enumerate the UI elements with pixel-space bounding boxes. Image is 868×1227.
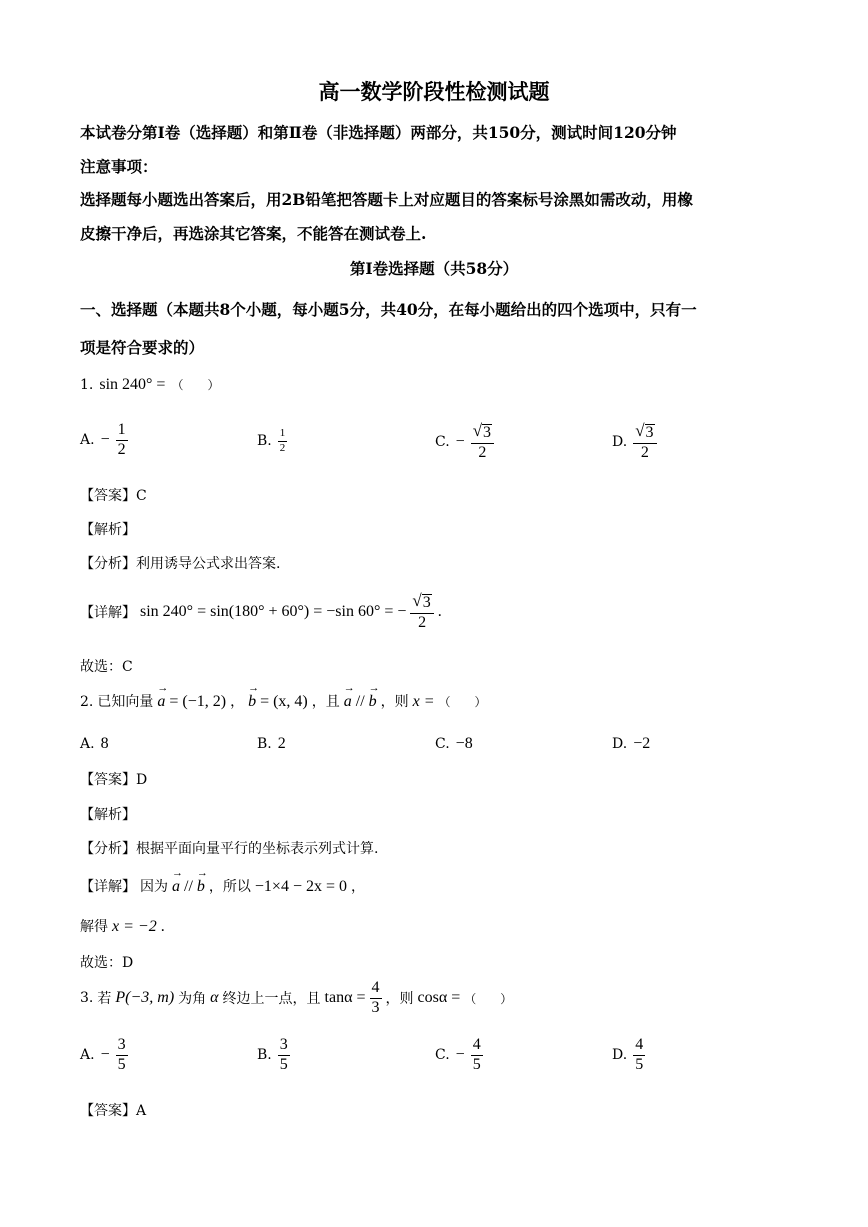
answer-paren: （ ） (171, 378, 220, 392)
part1-heading: 第Ⅰ卷选择题（共58分） (349, 259, 519, 278)
notice-line-1: 选择题每小题选出答案后，用2B铅笔把答题卡上对应题目的答案标号涂黑如需改动，用橡 (80, 190, 693, 209)
q2-option-d: D. −2 (612, 735, 651, 752)
q1-option-b (257, 428, 287, 454)
page-title: 高一数学阶段性检测试题 (318, 79, 550, 104)
option-letter: A. (80, 432, 95, 449)
q1-fenxi: 【分析】利用诱导公式求出答案. (80, 556, 281, 572)
exam-intro: 本试卷分第Ⅰ卷（选择题）和第Ⅱ卷（非选择题）两部分，共150分，测试时间120分钟 (80, 123, 677, 142)
question-number: 3. (80, 990, 94, 1007)
q1-answer: 【答案】C (80, 488, 147, 504)
question-3-stem: 3. 若 P(−3, m) 为角 α 终边上一点，且 tanα = $\frac{4}{3}$ ，则 cosα = （ ） (80, 979, 513, 1016)
option-letter: C. (435, 433, 450, 450)
q3-option-c: C. − $\frac{4}{5}$ (435, 1036, 481, 1073)
fraction: $\frac{4}{5}$ (635, 1036, 644, 1073)
fraction: $\frac{3}{5}$ (117, 1036, 126, 1073)
fraction: $\frac{1}{2}$ (279, 427, 286, 454)
fraction: $\frac{1}{2}$ (117, 421, 126, 458)
question-2-stem: 2. 已知向量 → a = (−1, 2) ， → b = (x, 4) ，且 → a // → b ，则 x = （ ） (80, 691, 487, 711)
question-1-stem (80, 376, 219, 394)
q1-option-d (612, 422, 657, 462)
q1-option-c: C. − √ 3 2 (435, 422, 494, 462)
fraction: √ 3 2 (471, 422, 494, 462)
q3-option-b: B. $\frac{3}{5}$ (257, 1036, 288, 1073)
q2-fenxi: 【分析】根据平面向量平行的坐标表示列式计算. (80, 841, 379, 857)
q1-analysis-label: 【解析】 (80, 522, 136, 538)
detail-expression: sin 240° = sin(180° + 60°) = −sin 60° = − (140, 602, 407, 620)
section1-heading-line-1: 一、选择题（本题共8个小题，每小题5分，共40分，在每小题给出的四个选项中，只有一 (80, 300, 697, 319)
q1-choose: 故选：C (80, 659, 133, 675)
q1-option-a: A. − $\frac{1}{2}$ (80, 421, 126, 458)
question-number: 1. (80, 377, 94, 393)
fraction: $\frac{4}{3}$ (371, 979, 380, 1016)
fraction: $\frac{3}{5}$ (279, 1036, 288, 1073)
q2-choose: 故选：D (80, 955, 134, 971)
section1-heading-line-2: 项是符合要求的） (80, 338, 205, 357)
q3-answer: 【答案】A (80, 1103, 147, 1119)
option-letter: D. (612, 433, 628, 450)
q3-option-a: A. − $\frac{3}{5}$ (80, 1036, 126, 1073)
q2-detail: 【详解】 因为 → a // → b ，所以 −1×4 − 2x = 0 ， (80, 876, 365, 896)
q2-solve: 解得 x = −2 . (80, 918, 165, 935)
q1-detail: 【详解】 sin 240° = sin(180° + 60°) = −sin 60° = − √ 3 2 . (80, 591, 442, 631)
q2-answer: 【答案】D (80, 772, 148, 788)
notice-heading: 注意事项： (80, 157, 158, 176)
notice-line-2: 皮擦干净后，再选涂其它答案，不能答在测试卷上. (80, 224, 427, 243)
fraction: $\frac{4}{5}$ (472, 1036, 481, 1073)
question-expression: sin 240° = (99, 376, 166, 393)
q2-analysis-label: 【解析】 (80, 807, 136, 823)
fraction: √ 3 2 (633, 422, 656, 462)
fraction: √ 3 2 (410, 592, 433, 632)
q2-option-c: C. −8 (435, 735, 473, 752)
q3-option-d: D. $\frac{4}{5}$ (612, 1036, 644, 1073)
option-letter: B. (257, 433, 272, 450)
question-number: 2. (80, 694, 94, 710)
q2-option-a: A. 8 (80, 735, 109, 752)
q2-option-b: B. 2 (257, 735, 286, 752)
